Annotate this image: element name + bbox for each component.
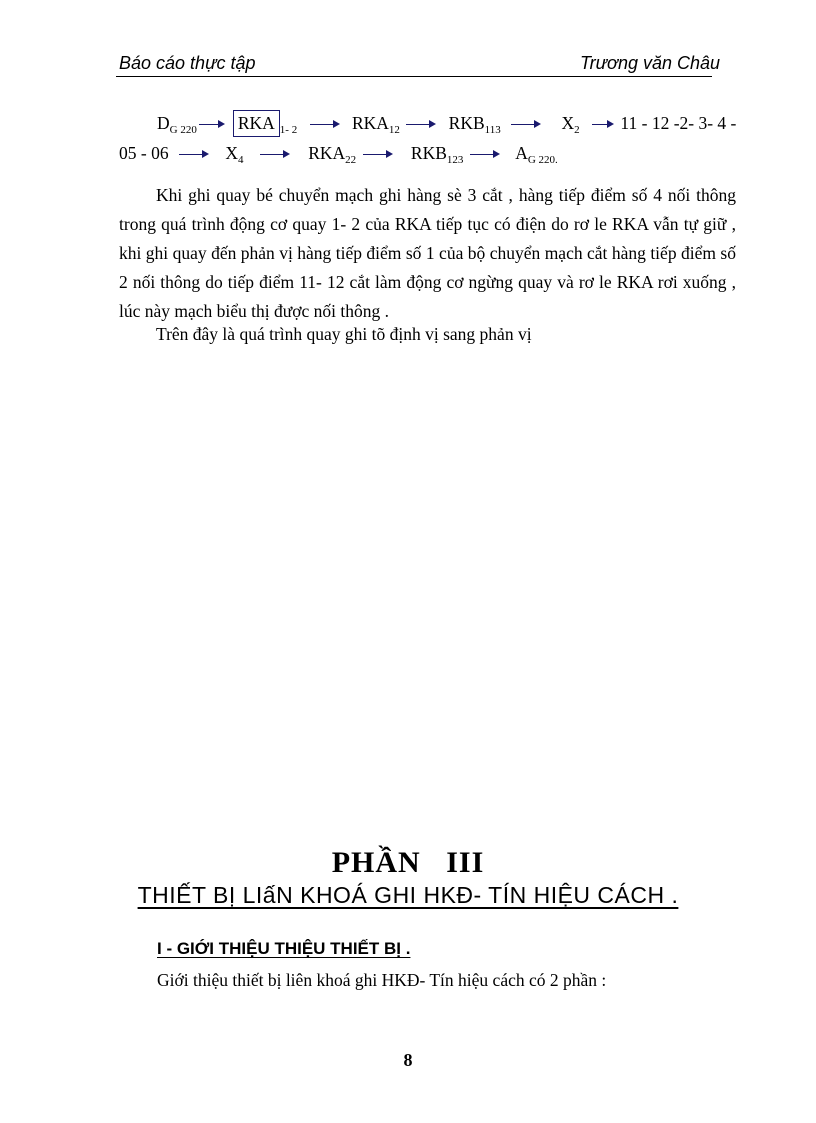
body-paragraph: Trên đây là quá trình quay ghi tõ định vị sang phản vị [156,324,532,344]
arrow-icon [470,150,500,160]
formula-subscript: 1- 2 [279,124,298,136]
arrow-icon [260,150,290,160]
formula-sequence: 11 - 12 -2- 3- 4 - [620,113,737,133]
formula-term: $X_4$ [225,143,244,166]
formula-line-2 [119,143,558,166]
part-subtitle: THIẾT BỊ LIấN KHOÁ GHI HKĐ- TÍN HIỆU CÁCH . [137,882,679,908]
arrow-icon [310,120,340,130]
body-paragraph: Khi ghi quay bé chuyển mạch ghi hàng sè 3 cắt , hàng tiếp điểm số 4 nối thông trong quá trình động cơ quay 1- 2 của RKA tiếp tục có điện do rơ le RKA vẫn tự giữ , khi ghi quay đến phản vị hàng tiếp điểm số 1 của bộ chuyển mạch cắt hàng tiếp điểm số 2 nối thông do tiếp điểm 11- 12 cắt làm động cơ ngừng quay và rơ le RKA rơi xuống , lúc này mạch biểu thị được nối thông . [119,185,736,321]
formula-boxed-term: RKA [233,110,280,137]
arrow-icon [363,150,393,160]
formula-term: $RKA_{22}$ [308,143,357,166]
formula-term: $RKA_{12}$ [351,113,400,136]
header-rule [116,76,712,77]
arrow-icon [406,120,436,130]
section-text: Giới thiệu thiết bị liên khoá ghi HKĐ- Tín hiệu cách có 2 phần : [157,970,607,990]
part-title: PHẦN III [331,846,485,879]
formula-term: $X_2$ [561,113,580,136]
formula-line-1 [157,113,736,136]
arrow-icon [199,120,225,130]
page-number: 8 [403,1050,413,1070]
formula-term: $RKB_{123}$ [410,143,464,166]
arrow-icon [511,120,541,130]
header-title: Báo cáo thực tập [119,53,256,73]
header-author: Trương văn Châu [580,53,721,73]
arrow-icon [592,120,614,130]
formula-sequence: 05 - 06 [119,143,169,163]
formula-term: $D_{G 220}$ [157,113,197,136]
formula-term: $RKB_{113}$ [448,113,501,136]
formula-term: $A_{G 220.}$ [515,143,558,166]
section-heading: I - GIỚI THIỆU THIỆU THIẾT BỊ . [157,939,411,958]
arrow-icon [179,150,209,160]
